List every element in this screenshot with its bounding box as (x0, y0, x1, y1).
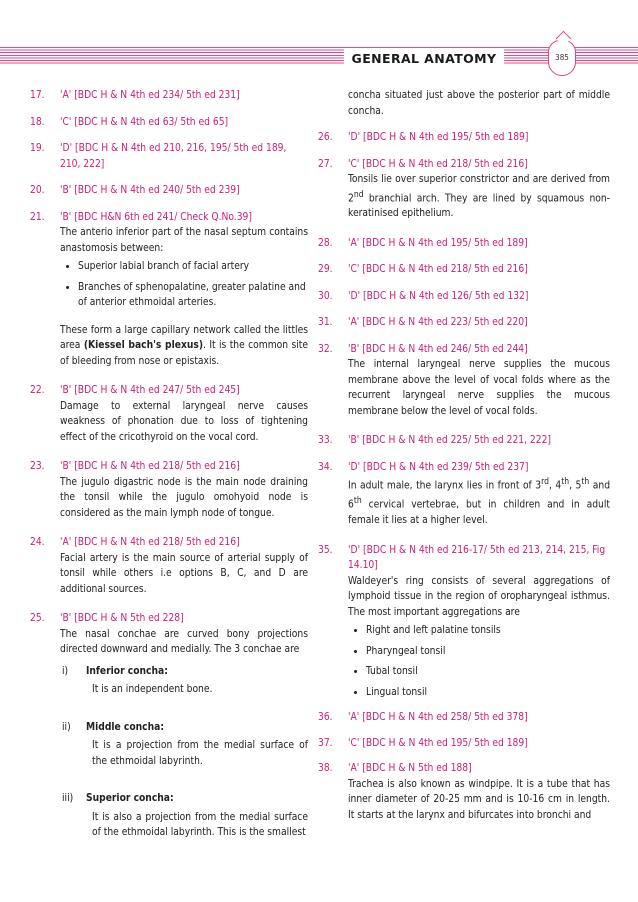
answer-text: These form a large capillary network called the littles area (Kiessel bach's plexus). It is the common site of bleeding from nose or epistaxis. (60, 324, 309, 367)
answer-reference: 'A' [BDC H & N 4th ed 234/ 5th ed 231] (60, 90, 240, 101)
answer-text: The internal laryngeal nerve supplies the mucous membrane above the level of vocal folds where as the recurrent laryngeal nerve supplies the mucous membrane below the level of vocal folds. (348, 359, 610, 417)
answer-20 (30, 183, 308, 199)
answer-number: 26. (318, 132, 333, 143)
answer-text: In adult male, the larynx lies in front of 3rd, 4th, 5th and 6th cervical vertebrae, but in children and in adult female it lies at a higher level. (348, 477, 611, 527)
answer-35 (318, 543, 610, 701)
concha-title: Middle concha: (86, 721, 164, 733)
answer-number: 19. (30, 143, 45, 154)
answer-number: 35. (318, 544, 333, 556)
answer-34 (318, 460, 610, 529)
answer-reference: 'B' [BDC H&N 6th ed 241/ Check Q.No.39] (60, 211, 252, 223)
answer-number: 17. (30, 90, 45, 101)
list-item: • Pharyngeal tonsil (366, 644, 610, 660)
answer-reference: 'A' [BDC H & N 4th ed 258/ 5th ed 378] (348, 712, 528, 724)
answer-text: The nasal conchae are curved bony projections directed downward and medially. The 3 conchae are (60, 628, 308, 655)
answer-number: 31. (318, 317, 333, 329)
answer-number: 30. (318, 290, 333, 302)
answer-25 (30, 611, 308, 841)
answer-36 (318, 710, 610, 726)
answer-33 (318, 433, 610, 449)
answer-reference: 'C' [BDC H & N 4th ed 218/ 5th ed 216] (348, 264, 528, 276)
list-item: • Lingual tonsil (366, 685, 610, 701)
concha-title: Inferior concha: (86, 665, 168, 677)
answer-number: 32. (318, 343, 333, 355)
answer-number: 28. (318, 237, 333, 249)
answer-text: Trachea is also known as windpipe. It is a tube that has inner diameter of 20-25 mm and is 10-16 cm in length. It starts at the larynx and bifurcates into bronchi and (348, 778, 610, 821)
answer-number: 34. (318, 461, 333, 473)
answer-number: 36. (318, 712, 333, 724)
answer-number: 23. (30, 461, 45, 472)
answer-reference: 'C' [BDC H & N 4th ed 218/ 5th ed 216] (348, 158, 528, 170)
answer-24 (30, 535, 308, 597)
answer-38 (318, 761, 610, 823)
answer-number: 20. (30, 185, 45, 196)
answer-23 (30, 459, 308, 521)
header-stripes (0, 47, 638, 65)
answer-number: 21. (30, 211, 45, 223)
answer-number: 33. (318, 435, 333, 447)
answer-32 (318, 342, 610, 420)
answer-reference: 'B' [BDC H & N 5th ed 228] (60, 613, 184, 624)
answer-19 (30, 141, 308, 172)
section-title: GENERAL ANATOMY (344, 49, 504, 69)
answer-28 (318, 236, 610, 252)
concha-item: iii) Superior concha: It is also a projection from the medial surface of the ethmoidal labyrinth. This is the smallest (60, 791, 308, 841)
answer-reference: 'B' [BDC H & N 4th ed 218/ 5th ed 216] (60, 461, 240, 472)
answer-number: 24. (30, 537, 45, 548)
answer-reference: 'A' [BDC H & N 4th ed 195/ 5th ed 189] (348, 237, 528, 249)
answer-30 (318, 289, 610, 305)
answer-reference: 'D' [BDC H & N 4th ed 239/ 5th ed 237] (348, 461, 529, 473)
answer-21 (30, 210, 308, 370)
answer-text: The anterio inferior part of the nasal septum contains anastomosis between: (60, 227, 308, 254)
list-item: • Right and left palatine tonsils (366, 623, 610, 639)
answer-reference: 'A' [BDC H & N 5th ed 188] (348, 763, 472, 775)
answer-number: 37. (318, 737, 333, 749)
right-column (318, 88, 610, 823)
bullet-list (60, 259, 308, 311)
answer-number: 38. (318, 763, 333, 775)
page-number: 385 (548, 40, 576, 76)
answer-31 (318, 315, 610, 331)
answer-reference: 'A' [BDC H & N 4th ed 223/ 5th ed 220] (348, 317, 528, 329)
answer-37 (318, 736, 610, 752)
page-header (0, 0, 638, 80)
answer-number: 25. (30, 613, 45, 624)
answer-29 (318, 262, 610, 278)
answer-number: 29. (318, 264, 333, 276)
answer-reference: 'B' [BDC H & N 4th ed 240/ 5th ed 239] (60, 185, 240, 196)
answer-text: Tonsils lie over superior constrictor and are derived from 2nd branchial arch. They are lined by squamous non-keratinised epithelium. (348, 174, 610, 220)
answer-number: 22. (30, 385, 45, 396)
answer-18 (30, 115, 308, 131)
continued-text: concha situated just above the posterior part of middle concha. (348, 90, 610, 117)
concha-item: ii) Middle concha: It is a projection from the medial surface of the ethmoidal labyrinth. (60, 720, 308, 770)
answer-27 (318, 157, 610, 222)
answer-text: The jugulo digastric node is the main node draining the tonsil while the jugulo omohyoid node is considered as the main lymph node of tongue. (60, 476, 308, 519)
list-item: • Superior labial branch of facial artery (78, 259, 308, 275)
bold-term: (Kiessel bach's plexus) (83, 340, 204, 351)
answer-number: 18. (30, 116, 45, 128)
answer-reference: 'D' [BDC H & N 4th ed 210, 216, 195/ 5th ed 189, 210, 222] (60, 143, 287, 170)
concha-description: It is an independent bone. (92, 684, 213, 695)
answer-reference: 'A' [BDC H & N 4th ed 218/ 5th ed 216] (60, 537, 240, 548)
answer-reference: 'B' [BDC H & N 4th ed 247/ 5th ed 245] (60, 385, 240, 396)
answer-reference: 'D' [BDC H & N 4th ed 195/ 5th ed 189] (348, 132, 529, 143)
list-item: • Tubal tonsil (366, 664, 610, 680)
answer-26 (318, 130, 610, 146)
concha-title: Superior concha: (86, 793, 174, 804)
answer-text: Damage to external laryngeal nerve causes weakness of phonation due to loss of tightening effect of the cricothyroid on the vocal cord. (60, 400, 308, 443)
concha-description: It is a projection from the medial surface of the ethmoidal labyrinth. (92, 740, 308, 767)
answer-text: Waldeyer's ring consists of several aggregations of lymphoid tissue in the region of oropharyngeal isthmus. The most important aggregations are (348, 575, 610, 618)
answer-reference: 'B' [BDC H & N 4th ed 246/ 5th ed 244] (348, 343, 528, 355)
list-item: • Branches of sphenopalatine, greater palatine and of anterior ethmoidal arteries. (78, 280, 308, 311)
left-column (30, 88, 308, 841)
answer-17 (30, 88, 308, 104)
answer-reference: 'D' [BDC H & N 4th ed 216-17/ 5th ed 213, 214, 215, Fig 14.10] (348, 544, 606, 572)
answer-number: 27. (318, 158, 333, 170)
concha-item: i) Inferior concha: It is an independent bone. (60, 664, 308, 698)
answer-reference: 'B' [BDC H & N 4th ed 225/ 5th ed 221, 222] (348, 435, 551, 447)
answer-reference: 'D' [BDC H & N 4th ed 126/ 5th ed 132] (348, 290, 529, 302)
answer-reference: 'C' [BDC H & N 4th ed 195/ 5th ed 189] (348, 737, 528, 749)
answer-22 (30, 383, 308, 445)
answer-text: Facial artery is the main source of arterial supply of tonsil while others i.e options B, C, and D are additional sources. (60, 552, 308, 595)
concha-description: It is also a projection from the medial surface of the ethmoidal labyrinth. This is the smallest (92, 811, 308, 838)
answer-reference: 'C' [BDC H & N 4th ed 63/ 5th ed 65] (60, 116, 229, 128)
bullet-list (348, 623, 610, 700)
